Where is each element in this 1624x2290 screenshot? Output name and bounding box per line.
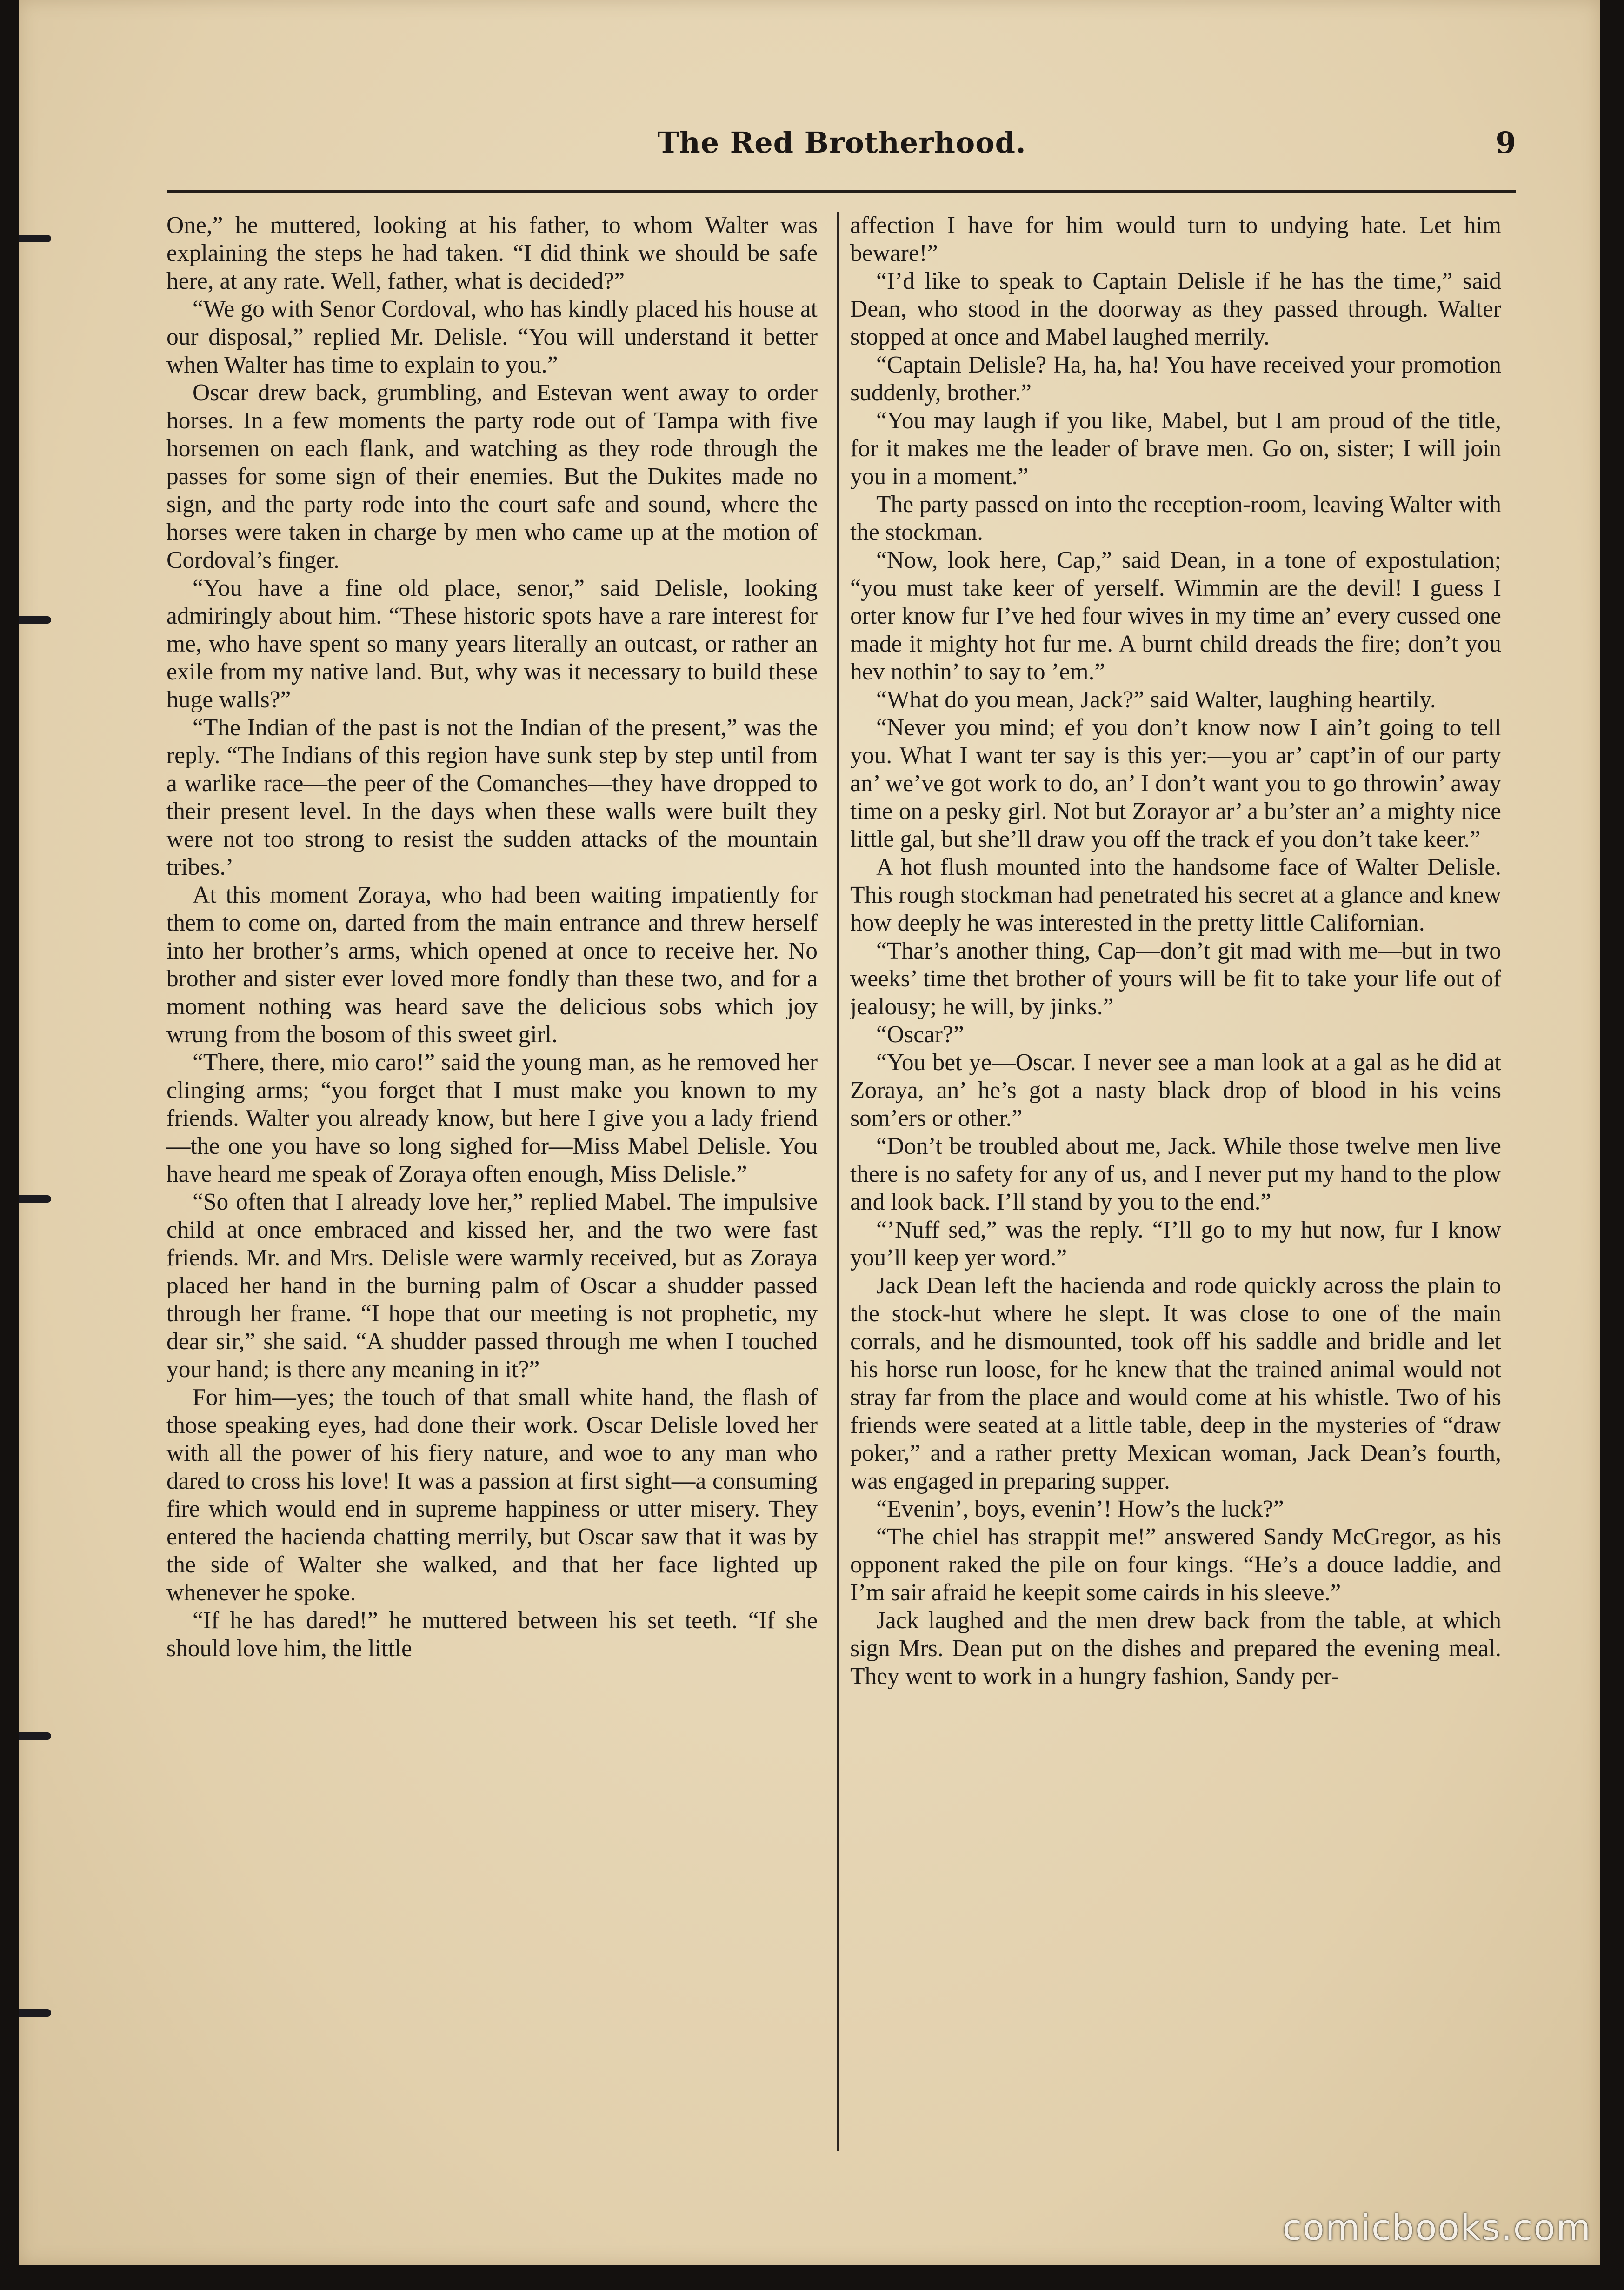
paragraph: “You bet ye—Oscar. I never see a man look at a gal as he did at Zoraya, an’ he’s got a nasty black drop of blood in his veins som’ers or other.” <box>850 1049 1501 1132</box>
paragraph: For him—yes; the touch of that small white hand, the flash of those speaking eyes, had done their work. Oscar Delisle loved her with all the power of his fiery nature, and woe to any man who dared to cross his love! It was a passion at first sight—a consuming fire which would end in supreme happiness or utter misery. They entered the hacienda chatting merrily, but Oscar saw that it was by the side of Walter she walked, and that her face lighted up whenever he spoke. <box>166 1384 818 1606</box>
paragraph: “There, there, mio caro!” said the young man, as he removed her clinging arms; “you forget that I must make you known to my friends. Walter you already know, but here I give you a lady friend—the one you have so long sighed for—Miss Mabel Delisle. You have heard me speak of Zoraya often enough, Miss Delisle.” <box>166 1049 818 1187</box>
paragraph: “You have a fine old place, senor,” said Delisle, looking admiringly about him. “These historic spots have a rare interest for me, who have spent so many years literally an outcast, or rather an exile from my native land. But, why was it necessary to build these huge walls?” <box>166 575 818 713</box>
page-number: 9 <box>1495 126 1516 160</box>
paragraph: Jack Dean left the hacienda and rode quickly across the plain to the stock-hut where he slept. It was close to one of the main corrals, and he dismounted, took off his saddle and bridle and let his horse run loose, for he knew that the trained animal would not stray far from the place and would come at his whistle. Two of his friends were seated at a little table, deep in the mysteries of “draw poker,” and a rather pretty Mexican woman, Jack Dean’s fourth, was engaged in preparing supper. <box>850 1272 1501 1494</box>
paragraph: “So often that I already love her,” replied Mabel. The impulsive child at once embraced and kissed her, and the two were fast friends. Mr. and Mrs. Delisle were warmly received, but as Zoraya placed her hand in the burning palm of Oscar a shudder passed through her frame. “I hope that our meeting is not prophetic, my dear sir,” she said. “A shudder passed through me when I touched your hand; is there any meaning in it?” <box>166 1189 818 1383</box>
paragraph: “We go with Senor Cordoval, who has kindly placed his house at our disposal,” replied Mr. Delisle. “You will understand it better when Walter has time to explain to you.” <box>166 296 818 378</box>
paragraph: “Now, look here, Cap,” said Dean, in a tone of expostulation; “you must take keer of yerself. Wimmin are the devil! I guess I orter know fur I’ve hed four wives in my time an’ every cussed one made it mighty hot fur me. A burnt child dreads the fire; don’t you hev nothin’ to say to ’em.” <box>850 547 1501 685</box>
paragraph: Jack laughed and the men drew back from the table, at which sign Mrs. Dean put on the dishes and prepared the evening meal. They went to work in a hungry fashion, Sandy per- <box>850 1607 1501 1690</box>
paragraph: The party passed on into the reception-room, leaving Walter with the stockman. <box>850 491 1501 546</box>
site-watermark: comicbooks.com <box>1282 2207 1591 2248</box>
paragraph: “Thar’s another thing, Cap—don’t git mad with me—but in two weeks’ time thet brother of yours will be fit to take your life out of jealousy; he will, by jinks.” <box>850 938 1501 1020</box>
binding-stitch <box>19 235 51 242</box>
paragraph: “The Indian of the past is not the Indian of the present,” was the reply. “The Indians of this region have sunk step by step until from a warlike race—the peer of the Comanches—they have dropped to their present level. In the days when these walls were built they were not too strong to resist the sudden attacks of the mountain tribes.’ <box>166 714 818 880</box>
paragraph: “The chiel has strappit me!” answered Sandy McGregor, as his opponent raked the pile on four kings. “He’s a douce laddie, and I’m sair afraid he keepit some cairds in his sleeve.” <box>850 1524 1501 1606</box>
paragraph: “Captain Delisle? Ha, ha, ha! You have received your promotion suddenly, brother.” <box>850 352 1501 406</box>
paragraph: affection I have for him would turn to undying hate. Let him beware!” <box>850 212 1501 266</box>
left-column <box>166 212 818 2151</box>
running-title: The Red Brotherhood. <box>657 126 1026 160</box>
paragraph: At this moment Zoraya, who had been waiting impatiently for them to come on, darted from the main entrance and threw herself into her brother’s arms, which opened at once to receive her. No brother and sister ever loved more fondly than these two, and for a moment nothing was heard save the delicious sobs which joy wrung from the bosom of this sweet girl. <box>166 882 818 1048</box>
magazine-page <box>19 0 1600 2265</box>
paragraph: A hot flush mounted into the handsome face of Walter Delisle. This rough stockman had penetrated his secret at a glance and knew how deeply he was interested in the pretty little Californian. <box>850 854 1501 936</box>
paragraph: “’Nuff sed,” was the reply. “I’ll go to my hut now, fur I know you’ll keep yer word.” <box>850 1217 1501 1271</box>
header-rule <box>167 190 1516 193</box>
paragraph: “Evenin’, boys, evenin’! How’s the luck?” <box>876 1496 1284 1522</box>
paragraph: Oscar drew back, grumbling, and Estevan went away to order horses. In a few moments the party rode out of Tampa with five horsemen on each flank, and watching as they rode through the passes for some sign of their enemies. But the Dukites made no sign, and the party rode into the court safe and sound, where the horses were taken in charge by men who came up at the motion of Cordoval’s finger. <box>166 379 818 573</box>
page-header <box>167 126 1516 177</box>
paragraph: One,” he muttered, looking at his father, to whom Walter was explaining the steps he had taken. “I did think we should be safe here, at any rate. Well, father, what is decided?” <box>166 212 818 294</box>
column-divider <box>837 212 839 2151</box>
paragraph: “You may laugh if you like, Mabel, but I am proud of the title, for it makes me the leader of brave men. Go on, sister; I will join you in a moment.” <box>850 407 1501 490</box>
paragraph: “Oscar?” <box>876 1021 964 1048</box>
binding-stitch <box>19 616 51 624</box>
paragraph: “I’d like to speak to Captain Delisle if he has the time,” said Dean, who stood in the doorway as they passed through. Walter stopped at once and Mabel laughed merrily. <box>850 268 1501 350</box>
binding-stitch <box>19 2009 51 2017</box>
paragraph: “Don’t be troubled about me, Jack. While those twelve men live there is no safety for any of us, and I never put my hand to the plow and look back. I’ll stand by you to the end.” <box>850 1133 1501 1215</box>
paragraph: “If he has dared!” he muttered between his set teeth. “If she should love him, the little <box>166 1607 818 1662</box>
right-column <box>850 212 1501 2151</box>
paragraph: “What do you mean, Jack?” said Walter, laughing heartily. <box>876 686 1436 713</box>
paragraph: “Never you mind; ef you don’t know now I ain’t going to tell you. What I want ter say is this yer:—you ar’ capt’in of our party an’ we’ve got work to do, an’ I don’t want you to go throwin’ away time on a pesky girl. Not but Zorayor ar’ a bu’ster an’ a mighty nice little gal, but she’ll draw you off the track ef you don’t take keer.” <box>850 714 1501 852</box>
binding-stitch <box>19 1732 51 1740</box>
binding-stitch <box>19 1195 51 1203</box>
